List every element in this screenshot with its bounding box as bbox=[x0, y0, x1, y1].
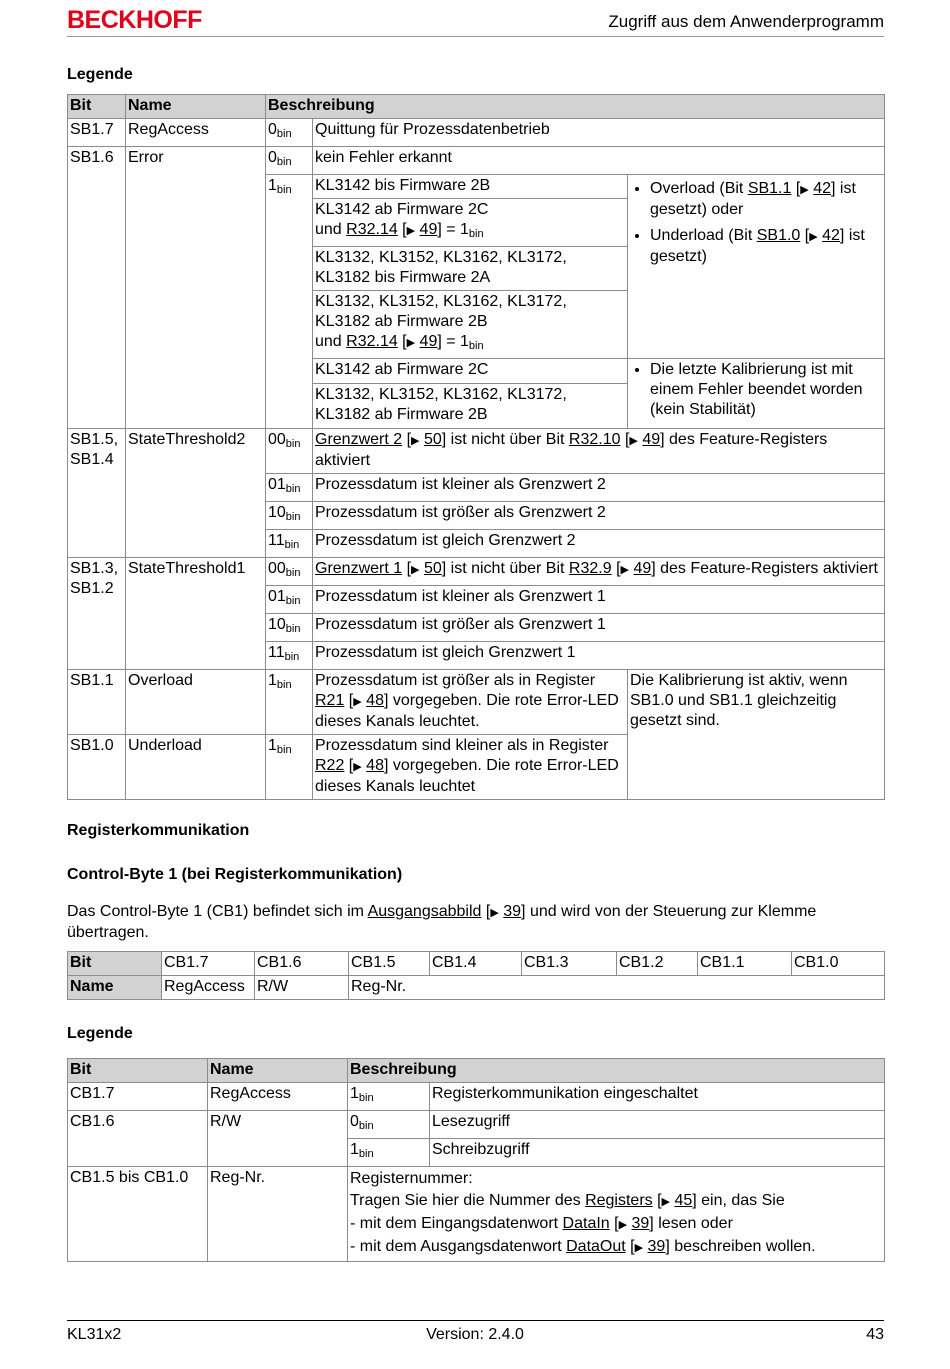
col-bit: Bit bbox=[68, 95, 126, 119]
table-row bbox=[68, 976, 885, 1000]
value-cell: $01_{bin}$ bbox=[266, 474, 313, 502]
bit-cell: CB1.6 bbox=[68, 1111, 208, 1167]
arrow-icon: ▶ bbox=[629, 435, 638, 447]
desc-cell: Prozessdatum ist kleiner als Grenzwert 2 bbox=[313, 474, 885, 502]
link-datain[interactable]: DataIn bbox=[562, 1215, 610, 1232]
name-cell: Overload bbox=[126, 670, 266, 735]
value-cell: $1_{bin}$ bbox=[266, 735, 313, 800]
value-cell: $00_{bin}$ bbox=[266, 558, 313, 586]
link-grenzwert1[interactable]: Grenzwert 1 bbox=[315, 560, 403, 577]
arrow-icon: ▶ bbox=[618, 1219, 628, 1231]
status-byte-legend-table bbox=[67, 94, 885, 800]
desc-cell: Prozessdatum ist kleiner als Grenzwert 1 bbox=[313, 586, 885, 614]
bit-cell: CB1.7 bbox=[162, 952, 255, 976]
name-cell: Error bbox=[126, 147, 266, 429]
arrow-icon: ▶ bbox=[490, 907, 499, 919]
link-dataout[interactable]: DataOut bbox=[566, 1238, 626, 1255]
footer-product: KL31x2 bbox=[67, 1326, 122, 1343]
link-r3214[interactable]: R32.14 bbox=[346, 221, 398, 238]
table-row bbox=[68, 147, 885, 175]
value-cell: $0_{bin}$ bbox=[266, 119, 313, 147]
link-r329[interactable]: R32.9 bbox=[568, 560, 612, 577]
firmware-cell: KL3142 bis Firmware 2B bbox=[313, 175, 628, 199]
table-row bbox=[68, 1111, 885, 1139]
value-cell: $0_{bin}$ bbox=[348, 1111, 430, 1139]
arrow-icon: ▶ bbox=[406, 225, 416, 237]
value-cell: $0_{bin}$ bbox=[266, 147, 313, 175]
arrow-icon: ▶ bbox=[411, 435, 420, 447]
bit-cell: CB1.0 bbox=[792, 952, 885, 976]
desc-cell: kein Fehler erkannt bbox=[313, 147, 885, 175]
bit-cell: CB1.1 bbox=[698, 952, 792, 976]
desc-cell: Quittung für Prozessdatenbetrieb bbox=[313, 119, 885, 147]
bit-cell: CB1.6 bbox=[255, 952, 349, 976]
desc-cell: Prozessdatum ist gleich Grenzwert 1 bbox=[313, 642, 885, 670]
page-link[interactable]: 49 bbox=[419, 333, 438, 350]
link-grenzwert2[interactable]: Grenzwert 2 bbox=[315, 431, 403, 448]
calibration-note: Die Kalibrierung ist aktiv, wenn SB1.0 und SB1.1 gleichzeitig gesetzt sind. bbox=[628, 670, 885, 800]
value-cell: $1_{bin}$ bbox=[266, 175, 313, 429]
arrow-icon: ▶ bbox=[406, 337, 416, 349]
table-row bbox=[68, 119, 885, 147]
arrow-icon: ▶ bbox=[411, 564, 420, 576]
page-number: 43 bbox=[866, 1326, 884, 1343]
page-link[interactable]: 48 bbox=[366, 692, 384, 709]
desc-cell: Prozessdatum ist größer als Grenzwert 2 bbox=[313, 502, 885, 530]
page-link[interactable]: 50 bbox=[423, 560, 442, 577]
arrow-icon: ▶ bbox=[353, 696, 362, 708]
desc-cell: Registerkommunikation eingeschaltet bbox=[430, 1083, 885, 1111]
name-cell: RegAccess bbox=[208, 1083, 348, 1111]
value-cell: $10_{bin}$ bbox=[266, 614, 313, 642]
firmware-cell: KL3142 ab Firmware 2C bbox=[313, 359, 628, 384]
arrow-icon: ▶ bbox=[661, 1196, 670, 1208]
control-byte-paragraph: Das Control-Byte 1 (CB1) befindet sich im Ausgangsabbild [▶ 39] und wird von der Steuerung zur Klemme übertragen. bbox=[67, 903, 817, 941]
name-cell: Reg-Nr. bbox=[349, 976, 885, 1000]
beckhoff-logo: BECKHOFF bbox=[67, 6, 202, 34]
firmware-cell: KL3142 ab Firmware 2C und R32.14 [▶ $49] = 1_{bin}$ bbox=[313, 199, 628, 247]
bit-cell: CB1.5 bis CB1.0 bbox=[68, 1167, 208, 1262]
col-name: Name bbox=[208, 1059, 348, 1083]
link-r21[interactable]: R21 bbox=[315, 692, 345, 709]
footer-version: Version: 2.4.0 bbox=[426, 1326, 524, 1343]
bit-cell: CB1.2 bbox=[617, 952, 698, 976]
col-description: Beschreibung bbox=[266, 95, 885, 119]
value-cell: $1_{bin}$ bbox=[266, 670, 313, 735]
header-divider bbox=[67, 36, 884, 37]
firmware-cell: KL3132, KL3152, KL3162, KL3172, KL3182 ab Firmware 2B und R32.14 [▶ $49] = 1_{bin}$ bbox=[313, 291, 628, 359]
col-name: Name bbox=[126, 95, 266, 119]
desc-cell: Prozessdatum sind kleiner als in Register R22 [▶ 48] vorgegeben. Die rote Error-LED dieses Kanals leuchtet bbox=[313, 735, 628, 800]
table-row bbox=[68, 952, 885, 976]
table-header-row bbox=[68, 95, 885, 119]
bit-cell: CB1.7 bbox=[68, 1083, 208, 1111]
page-link[interactable]: 49 bbox=[633, 560, 652, 577]
bit-cell: CB1.4 bbox=[430, 952, 522, 976]
page-link[interactable]: 49 bbox=[642, 431, 661, 448]
control-byte-table bbox=[67, 951, 885, 1000]
bit-cell: SB1.6 bbox=[68, 147, 126, 429]
desc-cell: Registernummer: Tragen Sie hier die Nummer des Registers [▶ 45] ein, das Sie - mit dem Eingangsdatenwort DataIn [▶ 39] lesen oder - mit dem Ausgangsdatenwort DataOut [▶ 39] beschreiben wollen. bbox=[348, 1167, 885, 1262]
control-byte-legend-table bbox=[67, 1058, 885, 1262]
bit-cell: SB1.7 bbox=[68, 119, 126, 147]
bit-cell: SB1.3, SB1.2 bbox=[68, 558, 126, 670]
link-ausgangsabbild[interactable]: Ausgangsabbild bbox=[367, 903, 482, 920]
control-byte-heading: Control-Byte 1 (bei Registerkommunikation) bbox=[67, 866, 403, 883]
col-bit: Bit bbox=[68, 1059, 208, 1083]
table-row bbox=[68, 1167, 885, 1262]
desc-cell: Schreibzugriff bbox=[430, 1139, 885, 1167]
page-link[interactable]: 42 bbox=[822, 227, 840, 244]
table-row bbox=[68, 670, 885, 735]
name-cell: R/W bbox=[255, 976, 349, 1000]
name-cell: RegAccess bbox=[162, 976, 255, 1000]
table-header-row bbox=[68, 1059, 885, 1083]
value-cell: $1_{bin}$ bbox=[348, 1139, 430, 1167]
condition-item: • Underload (Bit SB1.0 [▶ 42] ist gesetzt) bbox=[650, 226, 882, 267]
arrow-icon: ▶ bbox=[800, 184, 809, 196]
value-cell: $11_{bin}$ bbox=[266, 642, 313, 670]
link-r22[interactable]: R22 bbox=[315, 757, 345, 774]
desc-cell: Grenzwert 2 [▶ 50] ist nicht über Bit R32.10 [▶ 49] des Feature-Registers aktiviert bbox=[313, 429, 885, 474]
name-cell: StateThreshold2 bbox=[126, 429, 266, 558]
value-cell: $01_{bin}$ bbox=[266, 586, 313, 614]
name-cell: RegAccess bbox=[126, 119, 266, 147]
desc-cell: Grenzwert 1 [▶ 50] ist nicht über Bit R32.9 [▶ 49] des Feature-Registers aktiviert bbox=[313, 558, 885, 586]
page-header-title: Zugriff aus dem Anwenderprogramm bbox=[608, 12, 884, 31]
desc-cell: Prozessdatum ist größer als Grenzwert 1 bbox=[313, 614, 885, 642]
firmware-cell: KL3132, KL3152, KL3162, KL3172, KL3182 ab Firmware 2B bbox=[313, 383, 628, 428]
name-cell: Reg-Nr. bbox=[208, 1167, 348, 1262]
name-cell: StateThreshold1 bbox=[126, 558, 266, 670]
page-link[interactable]: 42 bbox=[813, 180, 832, 197]
link-sb11[interactable]: SB1.1 bbox=[747, 180, 792, 197]
page-link[interactable]: 39 bbox=[631, 1215, 650, 1232]
page-link[interactable]: 39 bbox=[503, 903, 522, 920]
footer-divider bbox=[67, 1320, 884, 1321]
link-sb10[interactable]: SB1.0 bbox=[756, 227, 801, 244]
page-link[interactable]: 48 bbox=[366, 757, 384, 774]
arrow-icon: ▶ bbox=[809, 231, 818, 243]
page-link[interactable]: 45 bbox=[674, 1192, 693, 1209]
link-r3214[interactable]: R32.14 bbox=[346, 333, 398, 350]
arrow-icon: ▶ bbox=[634, 1242, 644, 1254]
value-cell: $11_{bin}$ bbox=[266, 530, 313, 558]
value-cell: $00_{bin}$ bbox=[266, 429, 313, 474]
bit-cell: SB1.0 bbox=[68, 735, 126, 800]
legend-heading: Legende bbox=[67, 66, 133, 83]
name-cell: Underload bbox=[126, 735, 266, 800]
name-label: Name bbox=[68, 976, 162, 1000]
condition-item: • Die letzte Kalibrierung ist mit einem Fehler beendet worden (kein Stabilität) bbox=[650, 360, 882, 420]
desc-cell: Prozessdatum ist gleich Grenzwert 2 bbox=[313, 530, 885, 558]
arrow-icon: ▶ bbox=[353, 761, 362, 773]
page-link[interactable]: 39 bbox=[647, 1238, 666, 1255]
bit-label: Bit bbox=[68, 952, 162, 976]
name-cell: R/W bbox=[208, 1111, 348, 1167]
bit-cell: CB1.3 bbox=[522, 952, 617, 976]
table-row bbox=[68, 1083, 885, 1111]
legend-heading: Legende bbox=[67, 1025, 133, 1042]
desc-cell: Prozessdatum ist größer als in Register R21 [▶ 48] vorgegeben. Die rote Error-LED dieses Kanals leuchtet. bbox=[313, 670, 628, 735]
condition-cell bbox=[628, 175, 885, 359]
firmware-cell: KL3132, KL3152, KL3162, KL3172, KL3182 bis Firmware 2A bbox=[313, 247, 628, 291]
bit-cell: SB1.5, SB1.4 bbox=[68, 429, 126, 558]
value-cell: $10_{bin}$ bbox=[266, 502, 313, 530]
page-link[interactable]: 49 bbox=[419, 221, 438, 238]
desc-cell: Lesezugriff bbox=[430, 1111, 885, 1139]
link-r3210[interactable]: R32.10 bbox=[568, 431, 621, 448]
table-row bbox=[68, 558, 885, 586]
bit-cell: CB1.5 bbox=[349, 952, 430, 976]
register-communication-heading: Registerkommunikation bbox=[67, 822, 250, 839]
bit-cell: SB1.1 bbox=[68, 670, 126, 735]
page-link[interactable]: 50 bbox=[423, 431, 442, 448]
arrow-icon: ▶ bbox=[620, 564, 629, 576]
condition-cell bbox=[628, 359, 885, 429]
link-registers[interactable]: Registers bbox=[585, 1192, 653, 1209]
condition-item: • Overload (Bit SB1.1 [▶ 42] ist gesetzt) oder bbox=[650, 179, 882, 220]
table-row bbox=[68, 429, 885, 474]
col-description: Beschreibung bbox=[348, 1059, 885, 1083]
value-cell: $1_{bin}$ bbox=[348, 1083, 430, 1111]
